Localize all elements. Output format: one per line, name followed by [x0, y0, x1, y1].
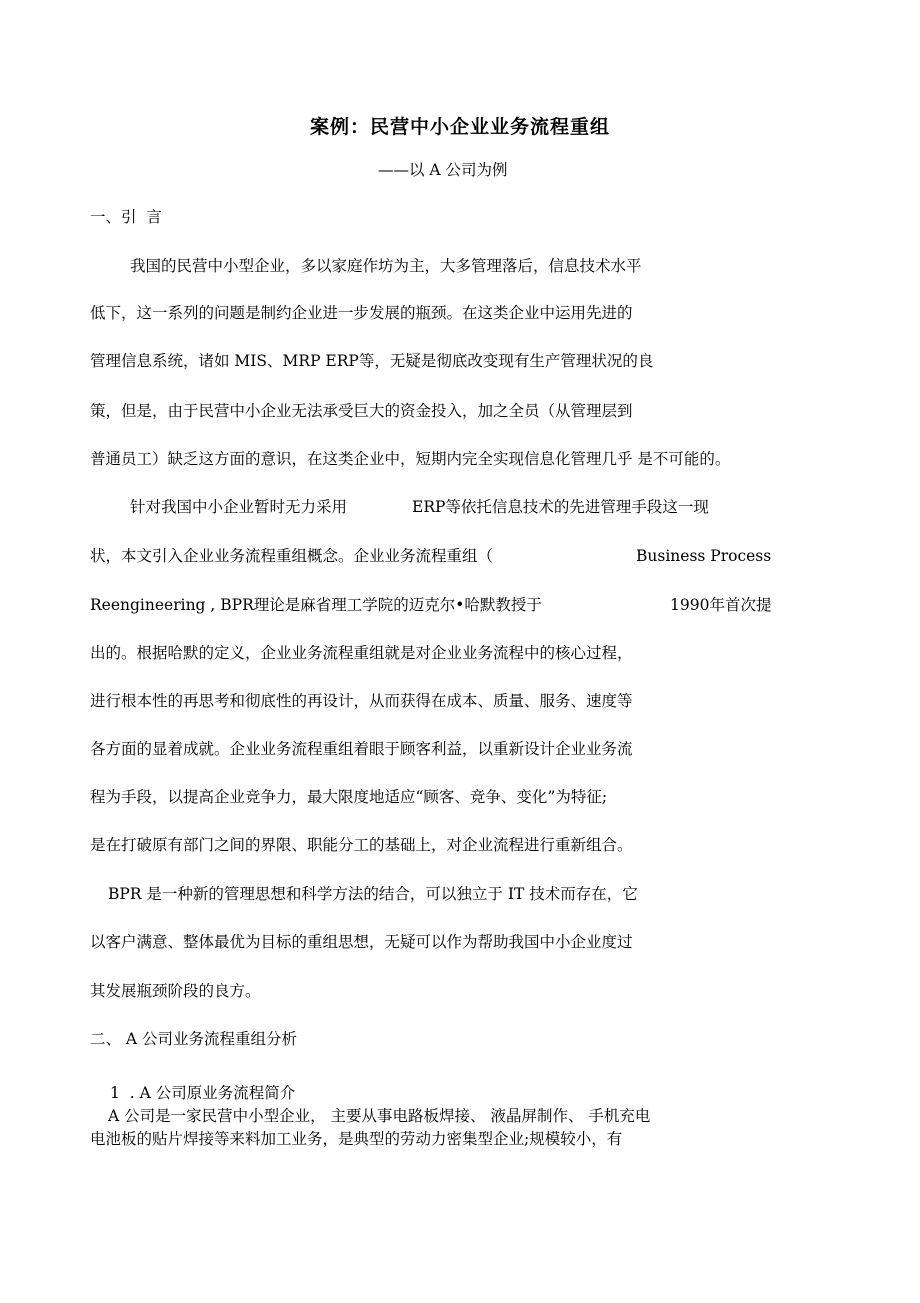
paragraph-line: BPR 是一种新的管理思想和科学方法的结合，可以独立于 IT 技术而存在，它 — [108, 885, 638, 903]
paragraph-line: 其发展瓶颈阶段的良方。 — [90, 982, 261, 1000]
paragraph-line: 策，但是，由于民营中小企业无法承受巨大的资金投入，加之全员（从管理层到 — [90, 402, 633, 420]
section-heading-analysis: 二、 A 公司业务流程重组分析 — [90, 1030, 298, 1048]
paragraph-line: 管理信息系统，诸如 MIS、MRP ERP等，无疑是彻底改变现有生产管理状况的良 — [90, 352, 654, 370]
paragraph-line: ERP等依托信息技术的先进管理手段这一现 — [412, 498, 709, 516]
paragraph-line: Business Process — [636, 547, 772, 565]
page-subtitle: ——以 A 公司为例 — [378, 161, 508, 179]
paragraph-line: 程为手段，以提高企业竞争力，最大限度地适应“顾客、竞争、变化”为特征; — [90, 788, 608, 806]
paragraph-line: 针对我国中小企业暂时无力采用 — [130, 498, 348, 516]
paragraph-line: 进行根本性的再思考和彻底性的再设计，从而获得在成本、质量、服务、速度等 — [90, 692, 633, 710]
paragraph-line: 各方面的显着成就。企业业务流程重组着眼于顾客利益，以重新设计企业业务流 — [90, 740, 633, 758]
paragraph-line: 状，本文引入企业业务流程重组概念。企业业务流程重组（ — [90, 547, 494, 565]
page-title: 案例：民营中小企业业务流程重组 — [309, 116, 610, 138]
paragraph-line: Reengineering , BPR理论是麻省理工学院的迈克尔•哈默教授于 — [90, 596, 542, 614]
subsection-heading: 1 . A 公司原业务流程简介 — [110, 1084, 296, 1102]
paragraph-line: 低下，这一系列的问题是制约企业进一步发展的瓶颈。在这类企业中运用先进的 — [90, 304, 633, 322]
paragraph-line: 以客户满意、整体最优为目标的重组思想，无疑可以作为帮助我国中小企业度过 — [90, 933, 633, 951]
section-heading-intro: 一、引 言 — [90, 208, 162, 226]
paragraph-line: 1990年首次提 — [670, 596, 772, 614]
paragraph-line: 电池板的贴片焊接等来料加工业务，是典型的劳动力密集型企业;规模较小，有 — [90, 1130, 623, 1148]
paragraph-line: A 公司是一家民营中小型企业， 主要从事电路板焊接、 液晶屏制作、 手机充电 — [108, 1107, 651, 1125]
paragraph-line: 出的。根据哈默的定义，企业业务流程重组就是对企业业务流程中的核心过程， — [90, 644, 633, 662]
paragraph-line: 是在打破原有部门之间的界限、职能分工的基础上，对企业流程进行重新组合。 — [90, 836, 633, 854]
paragraph-line: 普通员工）缺乏这方面的意识，在这类企业中，短期内完全实现信息化管理几乎 是不可能的。 — [90, 450, 731, 468]
paragraph-line: 我国的民营中小型企业，多以家庭作坊为主，大多管理落后，信息技术水平 — [130, 257, 642, 275]
